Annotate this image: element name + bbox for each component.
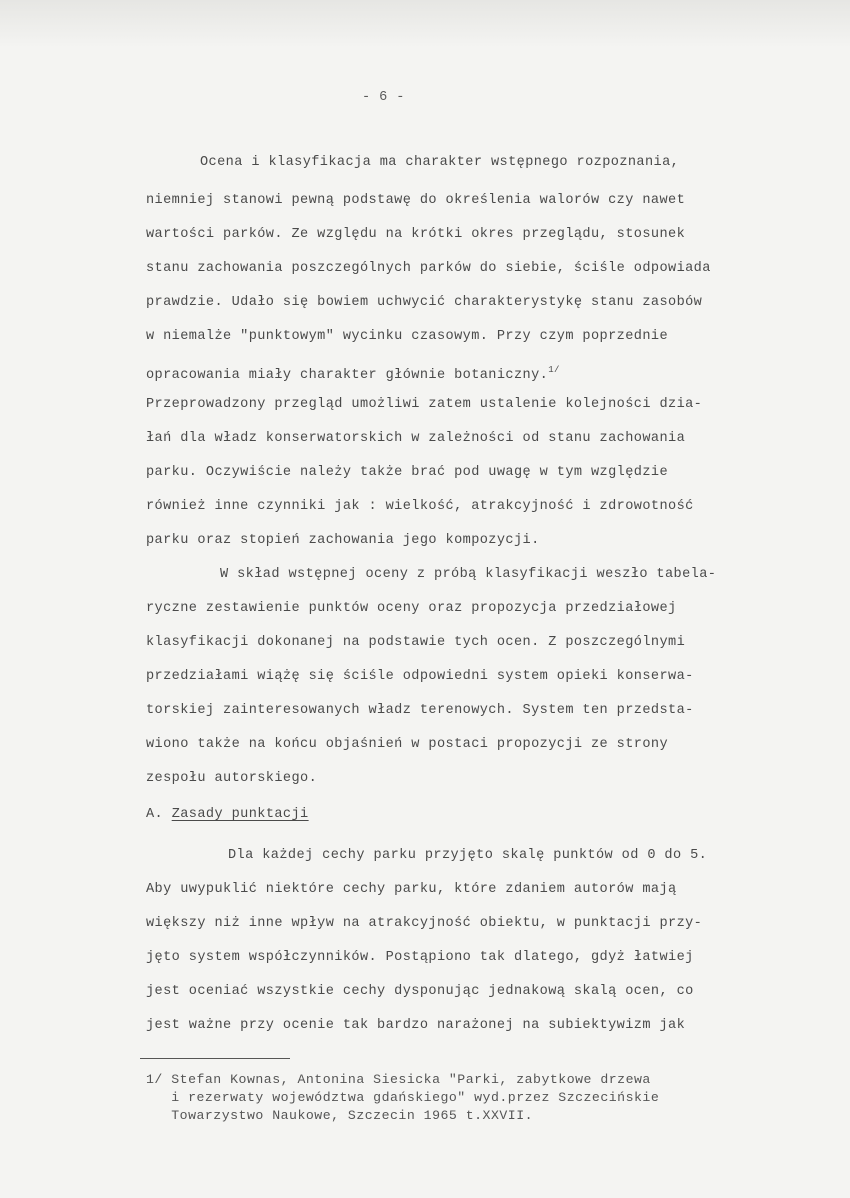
paragraph-line: Przeprowadzony przegląd umożliwi zatem ustalenie kolejności dzia-: [146, 397, 703, 412]
footnote-divider: [140, 1058, 290, 1059]
paragraph-line: ryczne zestawienie punktów oceny oraz propozycja przedziałowej: [146, 601, 677, 616]
paragraph-line: również inne czynniki jak : wielkość, atrakcyjność i zdrowotność: [146, 499, 694, 514]
footnote-reference: 1/: [548, 365, 560, 375]
paragraph-line: W skład wstępnej oceny z próbą klasyfikacji weszło tabela-: [220, 567, 717, 582]
paragraph-line: przedziałami wiążę się ściśle odpowiedni system opieki konserwa-: [146, 669, 694, 684]
footnote-line: Towarzystwo Naukowe, Szczecin 1965 t.XXVII.: [146, 1108, 534, 1123]
paragraph-line: jest oceniać wszystkie cechy dysponując jednakową skalą ocen, co: [146, 984, 694, 999]
page-number: - 6 -: [362, 90, 405, 105]
paragraph-line: wartości parków. Ze względu na krótki okres przeglądu, stosunek: [146, 227, 686, 242]
paragraph-line: parku oraz stopień zachowania jego kompozycji.: [146, 533, 540, 548]
section-letter: A.: [146, 807, 164, 822]
paragraph-line: klasyfikacji dokonanej na podstawie tych ocen. Z poszczególnymi: [146, 635, 686, 650]
paragraph-line: wiono także na końcu objaśnień w postaci propozycji ze strony: [146, 737, 669, 752]
paragraph-line: zespołu autorskiego.: [146, 771, 318, 786]
section-heading: [146, 807, 309, 822]
footnote-line: 1/ Stefan Kownas, Antonina Siesicka "Parki, zabytkowe drzewa: [146, 1072, 651, 1087]
section-title: Zasady punktacji: [171, 807, 309, 822]
paragraph-line: niemniej stanowi pewną podstawę do określenia walorów czy nawet: [146, 193, 686, 208]
paragraph-line: większy niż inne wpływ na atrakcyjność obiektu, w punktacji przy-: [146, 916, 703, 931]
paragraph-line: Ocena i klasyfikacja ma charakter wstępnego rozpoznania,: [200, 155, 680, 170]
paragraph-line: stanu zachowania poszczególnych parków do siebie, ściśle odpowiada: [146, 261, 711, 276]
paragraph-line: jęto system współczynników. Postąpiono tak dlatego, gdyż łatwiej: [146, 950, 694, 965]
paragraph-text: opracowania miały charakter głównie botaniczny.: [146, 368, 549, 383]
paragraph-line: jest ważne przy ocenie tak bardzo narażonej na subiektywizm jak: [146, 1018, 686, 1033]
paragraph-line: [146, 362, 560, 384]
scan-top-edge: [0, 0, 850, 48]
paragraph-line: w niemalże "punktowym" wycinku czasowym. Przy czym poprzednie: [146, 329, 669, 344]
paragraph-line: prawdzie. Udało się bowiem uchwycić charakterystykę stanu zasobów: [146, 295, 703, 310]
paragraph-line: parku. Oczywiście należy także brać pod uwagę w tym względzie: [146, 465, 669, 480]
footnote-line: i rezerwaty województwa gdańskiego" wyd.przez Szczecińskie: [146, 1090, 660, 1105]
paragraph-line: łań dla władz konserwatorskich w zależności od stanu zachowania: [146, 431, 686, 446]
paragraph-line: torskiej zainteresowanych władz terenowych. System ten przedsta-: [146, 703, 694, 718]
paragraph-line: Aby uwypuklić niektóre cechy parku, które zdaniem autorów mają: [146, 882, 677, 897]
paragraph-line: Dla każdej cechy parku przyjęto skalę punktów od 0 do 5.: [228, 848, 708, 863]
